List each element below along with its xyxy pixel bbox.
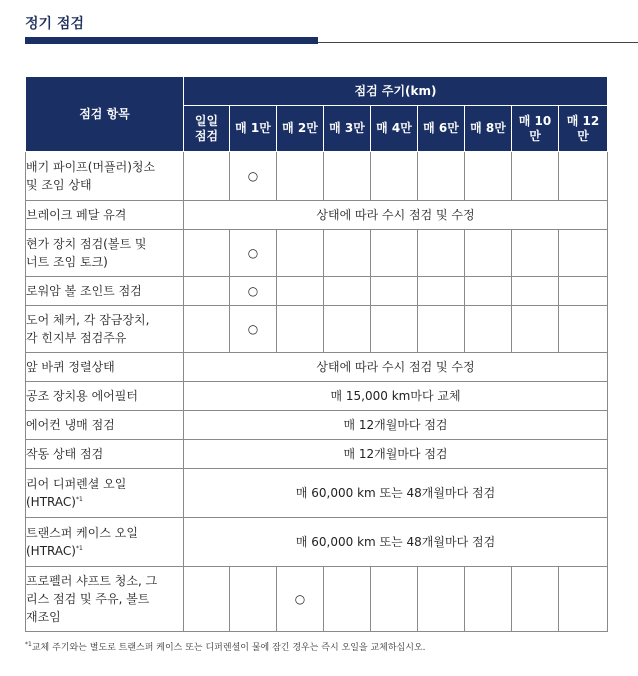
item-column-header: 점검 항목 — [26, 77, 184, 152]
interval-column-header: 매 6만 — [418, 106, 465, 152]
empty-cell — [371, 152, 418, 201]
table-row — [26, 353, 608, 382]
empty-cell — [512, 306, 559, 353]
table-row — [26, 567, 608, 632]
empty-cell — [465, 567, 512, 632]
item-cell — [26, 230, 184, 277]
table-row — [26, 469, 608, 518]
footnote-ref: *1 — [75, 496, 83, 503]
item-label: 브레이크 페달 유격 — [26, 208, 127, 222]
item-label: 도어 체커, 각 잠금장치, 각 힌지부 점검주유 — [26, 313, 150, 345]
empty-cell — [277, 152, 324, 201]
footnote-marker: *1 — [25, 641, 32, 648]
table-row — [26, 277, 608, 306]
interval-column-header: 일일 점검 — [184, 106, 230, 152]
empty-cell — [184, 567, 230, 632]
check-mark: ○ — [277, 567, 324, 632]
footnote — [25, 640, 425, 653]
empty-cell — [184, 306, 230, 353]
empty-cell — [559, 152, 608, 201]
item-cell — [26, 518, 184, 567]
interval-note-cell: 상태에 따라 수시 점검 및 수정 — [184, 201, 608, 230]
item-cell — [26, 411, 184, 440]
empty-cell — [465, 152, 512, 201]
title-underline-thick — [25, 37, 318, 44]
empty-cell — [512, 230, 559, 277]
interval-column-header: 매 1만 — [230, 106, 277, 152]
table-row — [26, 201, 608, 230]
item-label: 배기 파이프(머플러)청소 및 조임 상태 — [26, 160, 156, 192]
interval-header: 점검 주기(km) — [184, 77, 608, 106]
empty-cell — [277, 277, 324, 306]
check-mark: ○ — [230, 277, 277, 306]
interval-column-header: 매 3만 — [324, 106, 371, 152]
item-cell — [26, 306, 184, 353]
interval-column-header: 매 2만 — [277, 106, 324, 152]
interval-note-cell: 매 12개월마다 점검 — [184, 440, 608, 469]
empty-cell — [371, 230, 418, 277]
table-row — [26, 230, 608, 277]
footnote-ref: *1 — [75, 545, 83, 552]
item-label: 작동 상태 점검 — [26, 447, 104, 461]
check-mark: ○ — [230, 230, 277, 277]
empty-cell — [418, 152, 465, 201]
empty-cell — [418, 567, 465, 632]
table-row — [26, 306, 608, 353]
empty-cell — [418, 277, 465, 306]
interval-note-cell: 매 15,000 km마다 교체 — [184, 382, 608, 411]
interval-note-cell: 매 60,000 km 또는 48개월마다 점검 — [184, 518, 608, 567]
item-label: 리어 디퍼렌셜 오일 (HTRAC) — [26, 477, 127, 509]
interval-column-header: 매 12 만 — [559, 106, 608, 152]
table-row — [26, 518, 608, 567]
empty-cell — [559, 567, 608, 632]
empty-cell — [559, 277, 608, 306]
empty-cell — [465, 277, 512, 306]
empty-cell — [559, 230, 608, 277]
item-label: 로워암 볼 조인트 점검 — [26, 284, 142, 298]
section-title: 정기 점검 — [25, 16, 84, 32]
empty-cell — [465, 306, 512, 353]
empty-cell — [230, 567, 277, 632]
item-label: 트랜스퍼 케이스 오일 (HTRAC) — [26, 526, 138, 558]
empty-cell — [324, 152, 371, 201]
empty-cell — [418, 230, 465, 277]
footnote-text: 교체 주기와는 별도로 트랜스퍼 케이스 또는 디퍼렌셜이 물에 잠긴 경우는 즉시 오일을 교체하십시오. — [31, 643, 426, 653]
item-cell — [26, 353, 184, 382]
empty-cell — [324, 277, 371, 306]
empty-cell — [559, 306, 608, 353]
empty-cell — [465, 230, 512, 277]
interval-note-cell: 매 12개월마다 점검 — [184, 411, 608, 440]
check-mark: ○ — [230, 306, 277, 353]
item-cell — [26, 440, 184, 469]
interval-column-header: 매 10 만 — [512, 106, 559, 152]
empty-cell — [418, 306, 465, 353]
check-mark: ○ — [230, 152, 277, 201]
empty-cell — [324, 230, 371, 277]
table-row — [26, 382, 608, 411]
interval-column-header: 매 4만 — [371, 106, 418, 152]
empty-cell — [277, 230, 324, 277]
empty-cell — [184, 230, 230, 277]
item-cell — [26, 201, 184, 230]
item-label: 앞 바퀴 정렬상태 — [26, 360, 115, 374]
item-cell — [26, 152, 184, 201]
interval-note-cell: 상태에 따라 수시 점검 및 수정 — [184, 353, 608, 382]
table-row — [26, 411, 608, 440]
empty-cell — [512, 567, 559, 632]
item-cell — [26, 382, 184, 411]
title-underline-thin — [318, 42, 638, 43]
empty-cell — [371, 306, 418, 353]
item-label: 프로펠러 샤프트 청소, 그 리스 점검 및 주유, 볼트 재조임 — [26, 574, 158, 624]
empty-cell — [324, 306, 371, 353]
inspection-schedule-table — [25, 76, 608, 632]
interval-note-cell: 매 60,000 km 또는 48개월마다 점검 — [184, 469, 608, 518]
item-cell — [26, 277, 184, 306]
empty-cell — [512, 277, 559, 306]
empty-cell — [512, 152, 559, 201]
item-label: 에어컨 냉매 점검 — [26, 418, 115, 432]
empty-cell — [184, 277, 230, 306]
interval-column-header: 매 8만 — [465, 106, 512, 152]
table-row — [26, 440, 608, 469]
table-row — [26, 152, 608, 201]
item-label: 현가 장치 점검(볼트 및 너트 조임 토크) — [26, 237, 147, 269]
empty-cell — [371, 277, 418, 306]
item-label: 공조 장치용 에어필터 — [26, 389, 138, 403]
empty-cell — [324, 567, 371, 632]
item-cell — [26, 469, 184, 518]
empty-cell — [371, 567, 418, 632]
empty-cell — [184, 152, 230, 201]
item-cell — [26, 567, 184, 632]
empty-cell — [277, 306, 324, 353]
